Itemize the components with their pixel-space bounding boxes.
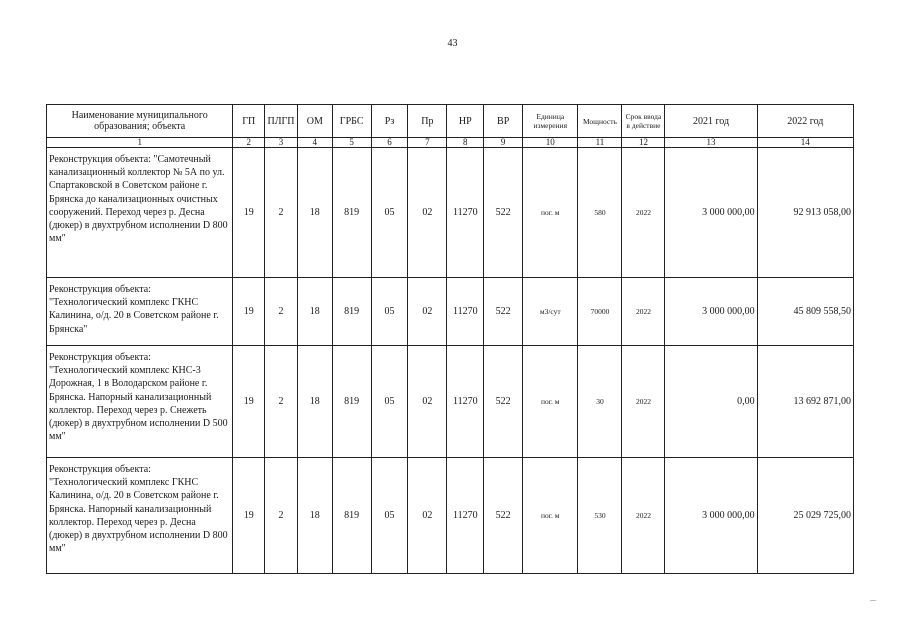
- cell-grbs: 819: [332, 458, 371, 574]
- column-number: 7: [408, 138, 447, 148]
- header-2022: 2022 год: [757, 105, 853, 138]
- cell-unit: пог. м: [523, 346, 578, 458]
- cell-gp: 19: [233, 346, 265, 458]
- cell-unit: м3/сут: [523, 278, 578, 346]
- cell-term: 2022: [622, 346, 665, 458]
- header-pr: Пр: [408, 105, 447, 138]
- header-unit: Единица измерения: [523, 105, 578, 138]
- cell-grbs: 819: [332, 278, 371, 346]
- header-gp: ГП: [233, 105, 265, 138]
- cell-pr: 02: [408, 346, 447, 458]
- table-row: [47, 458, 854, 574]
- cell-vr: 522: [484, 346, 523, 458]
- cell-rz: 05: [371, 458, 408, 574]
- cell-pr: 02: [408, 278, 447, 346]
- header-nr: НР: [447, 105, 484, 138]
- cell-vr: 522: [484, 458, 523, 574]
- cell-capacity: 580: [578, 148, 622, 278]
- column-number-row: [47, 138, 854, 148]
- column-number: 4: [297, 138, 332, 148]
- cell-2022: 45 809 558,50: [757, 278, 853, 346]
- cell-vr: 522: [484, 148, 523, 278]
- column-number: 2: [233, 138, 265, 148]
- cell-om: 18: [297, 346, 332, 458]
- cell-gp: 19: [233, 278, 265, 346]
- cell-2021: 3 000 000,00: [665, 148, 757, 278]
- cell-rz: 05: [371, 278, 408, 346]
- cell-vr: 522: [484, 278, 523, 346]
- cell-gp: 19: [233, 148, 265, 278]
- cell-grbs: 819: [332, 148, 371, 278]
- cell-om: 18: [297, 148, 332, 278]
- header-row: [47, 105, 854, 138]
- cell-2022: 25 029 725,00: [757, 458, 853, 574]
- header-vr: ВР: [484, 105, 523, 138]
- object-name: Реконструкция объекта: "Технологический комплекс ГКНС Калинина, о/д. 20 в Советском районе г. Брянска": [47, 278, 233, 346]
- header-2021: 2021 год: [665, 105, 757, 138]
- column-number: 8: [447, 138, 484, 148]
- cell-capacity: 30: [578, 346, 622, 458]
- column-number: 9: [484, 138, 523, 148]
- cell-plgp: 2: [265, 346, 298, 458]
- cell-nr: 11270: [447, 458, 484, 574]
- cell-capacity: 530: [578, 458, 622, 574]
- header-om: ОМ: [297, 105, 332, 138]
- object-name: Реконструкция объекта: "Технологический комплекс ГКНС Калинина, о/д. 20 в Советском районе г. Брянска. Напорный канализационный коллектор. Переход через р. Десна (дюкер) в двухтрубном исполнении D 800 мм": [47, 458, 233, 574]
- cell-term: 2022: [622, 458, 665, 574]
- cell-grbs: 819: [332, 346, 371, 458]
- cell-term: 2022: [622, 278, 665, 346]
- cell-capacity: 70000: [578, 278, 622, 346]
- cell-2022: 13 692 871,00: [757, 346, 853, 458]
- column-number: 11: [578, 138, 622, 148]
- cell-om: 18: [297, 458, 332, 574]
- cell-unit: пог. м: [523, 148, 578, 278]
- cell-pr: 02: [408, 148, 447, 278]
- column-number: 13: [665, 138, 757, 148]
- cell-pr: 02: [408, 458, 447, 574]
- cell-2021: 3 000 000,00: [665, 458, 757, 574]
- header-capacity: Мощность: [578, 105, 622, 138]
- cell-plgp: 2: [265, 148, 298, 278]
- column-number: 10: [523, 138, 578, 148]
- table-row: [47, 346, 854, 458]
- header-rz: Рз: [371, 105, 408, 138]
- cell-2021: 3 000 000,00: [665, 278, 757, 346]
- page-number: 43: [447, 38, 458, 49]
- budget-table: [46, 104, 854, 574]
- scan-mark: [870, 600, 876, 601]
- cell-unit: пог. м: [523, 458, 578, 574]
- cell-nr: 11270: [447, 346, 484, 458]
- cell-plgp: 2: [265, 278, 298, 346]
- header-plgp: ПЛГП: [265, 105, 298, 138]
- table-row: [47, 278, 854, 346]
- cell-plgp: 2: [265, 458, 298, 574]
- cell-2021: 0,00: [665, 346, 757, 458]
- cell-gp: 19: [233, 458, 265, 574]
- column-number: 14: [757, 138, 853, 148]
- column-number: 5: [332, 138, 371, 148]
- column-number: 12: [622, 138, 665, 148]
- object-name: Реконструкция объекта: "Технологический комплекс КНС-3 Дорожная, 1 в Володарском районе г. Брянска. Напорный канализационный коллектор. Переход через р. Снежеть (дюкер) в двухтрубном исполнении D 500 мм": [47, 346, 233, 458]
- table-row: [47, 148, 854, 278]
- column-number: 1: [47, 138, 233, 148]
- cell-2022: 92 913 058,00: [757, 148, 853, 278]
- column-number: 6: [371, 138, 408, 148]
- object-name: Реконструкция объекта: "Самотечный канализационный коллектор № 5А по ул. Спартаковской в Советском районе г. Брянска до канализационных очистных сооружений. Переход через р. Десна (дюкер) в двухтрубном исполнении D 800 мм": [47, 148, 233, 278]
- cell-nr: 11270: [447, 148, 484, 278]
- header-name: Наименование муниципального образования; объекта: [47, 105, 233, 138]
- cell-rz: 05: [371, 148, 408, 278]
- column-number: 3: [265, 138, 298, 148]
- cell-om: 18: [297, 278, 332, 346]
- header-term: Срок ввода в действие: [622, 105, 665, 138]
- cell-term: 2022: [622, 148, 665, 278]
- header-grbs: ГРБС: [332, 105, 371, 138]
- cell-rz: 05: [371, 346, 408, 458]
- cell-nr: 11270: [447, 278, 484, 346]
